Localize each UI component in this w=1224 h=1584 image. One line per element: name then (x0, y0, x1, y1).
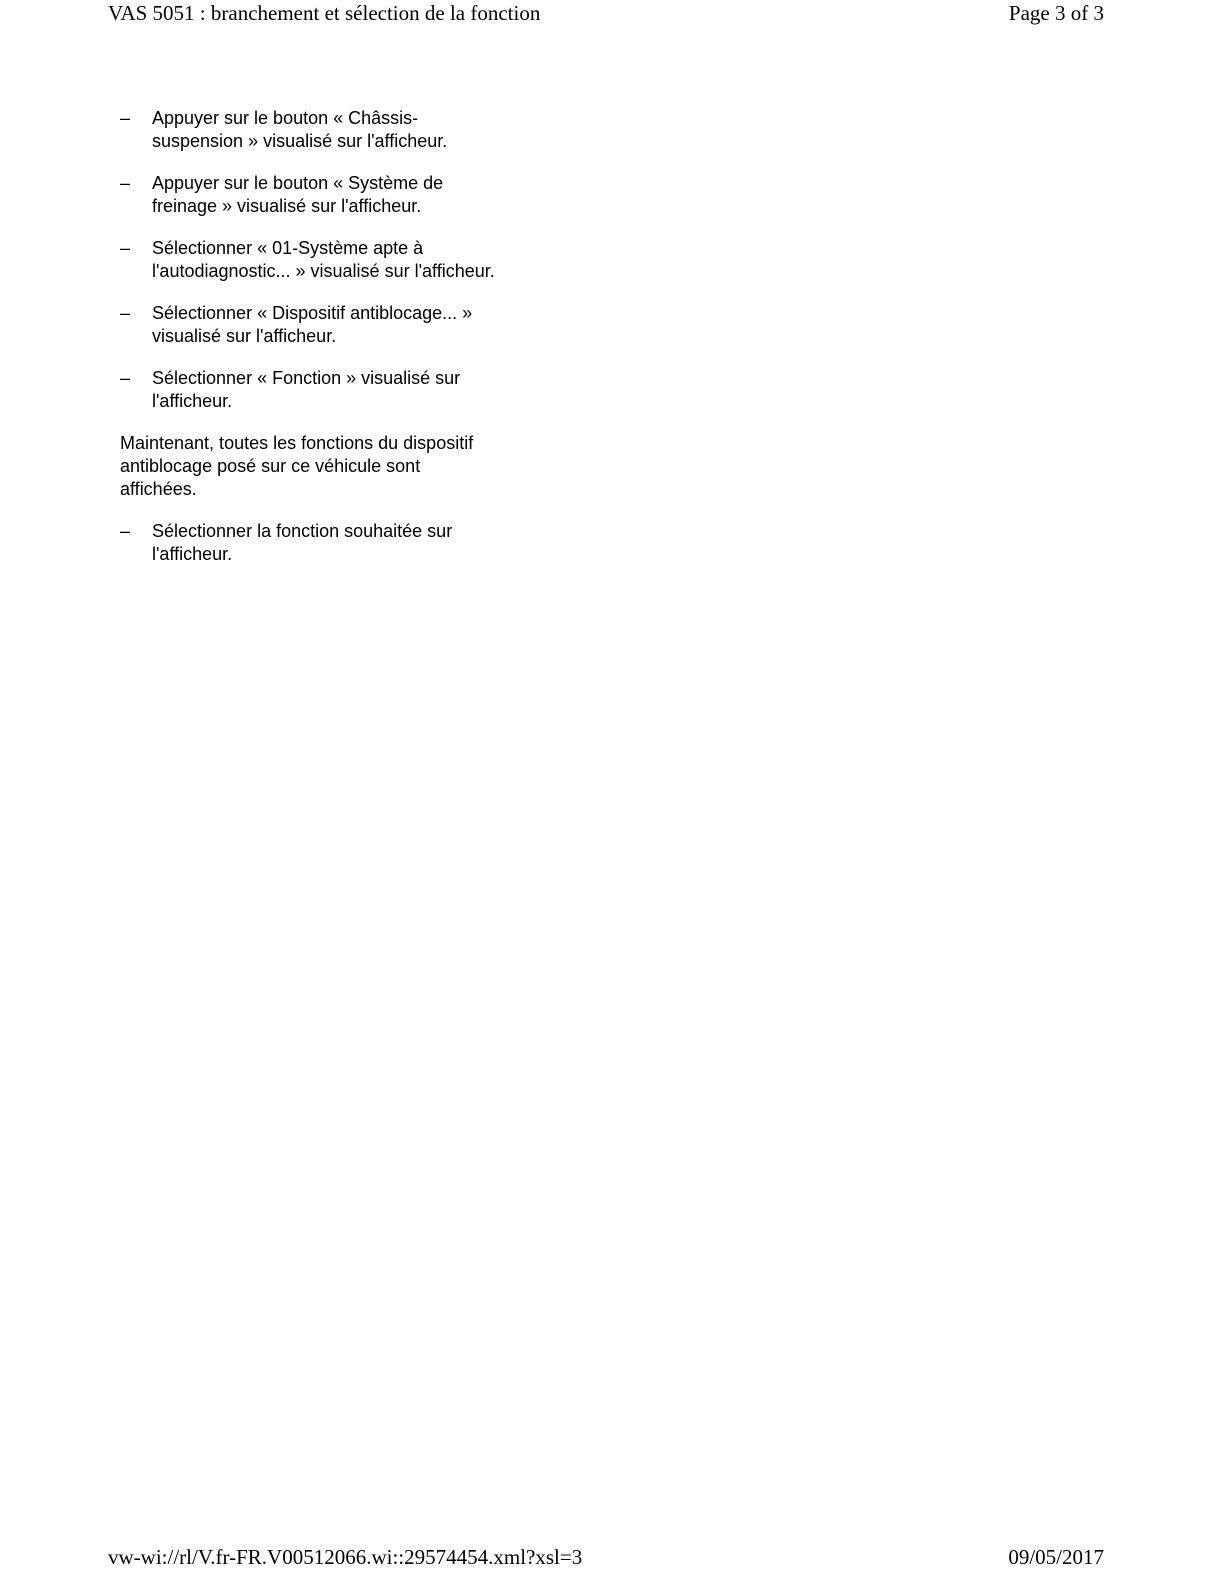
document-url: vw-wi://rl/V.fr-FR.V00512066.wi::29574454.xml?xsl=3 (108, 1545, 583, 1569)
step-text (152, 172, 550, 218)
step-line: Appuyer sur le bouton « Châssis- (152, 108, 419, 128)
page-footer (108, 1545, 1104, 1570)
list-dash: – (120, 173, 131, 193)
step-text (152, 302, 550, 348)
step-line: Sélectionner « Fonction » visualisé sur (152, 368, 461, 388)
step-line: Sélectionner « Dispositif antiblocage... » (152, 303, 473, 323)
step-line: Sélectionner la fonction souhaitée sur (152, 521, 453, 541)
step-line: freinage » visualisé sur l'afficheur. (152, 196, 422, 216)
list-item (120, 172, 550, 218)
paragraph-line: antiblocage posé sur ce véhicule sont (120, 456, 421, 476)
list-item (120, 237, 550, 283)
list-dash: – (120, 108, 131, 128)
list-dash: – (120, 521, 131, 541)
list-item (120, 302, 550, 348)
document-title: VAS 5051 : branchement et sélection de la fonction (108, 1, 541, 25)
list-item (120, 107, 550, 153)
page-number: Page 3 of 3 (1008, 1, 1104, 25)
step-text (152, 520, 550, 566)
step-line: visualisé sur l'afficheur. (152, 326, 337, 346)
list-dash: – (120, 238, 131, 258)
document-body (120, 107, 550, 585)
list-item (120, 367, 550, 413)
step-line: Sélectionner « 01-Système apte à (152, 238, 424, 258)
step-line: l'afficheur. (152, 544, 233, 564)
paragraph-line: affichées. (120, 479, 197, 499)
step-line: l'afficheur. (152, 391, 233, 411)
step-line: Appuyer sur le bouton « Système de (152, 173, 444, 193)
step-line: l'autodiagnostic... » visualisé sur l'afficheur. (152, 261, 495, 281)
list-item (120, 520, 550, 566)
paragraph-line: Maintenant, toutes les fonctions du dispositif (120, 433, 474, 453)
step-line: suspension » visualisé sur l'afficheur. (152, 131, 448, 151)
page-header (108, 1, 1104, 26)
list-dash: – (120, 368, 131, 388)
print-date: 09/05/2017 (1008, 1545, 1104, 1569)
info-paragraph (120, 432, 550, 501)
list-dash: – (120, 303, 131, 323)
step-text (152, 107, 550, 153)
step-text (152, 237, 550, 283)
step-text (152, 367, 550, 413)
